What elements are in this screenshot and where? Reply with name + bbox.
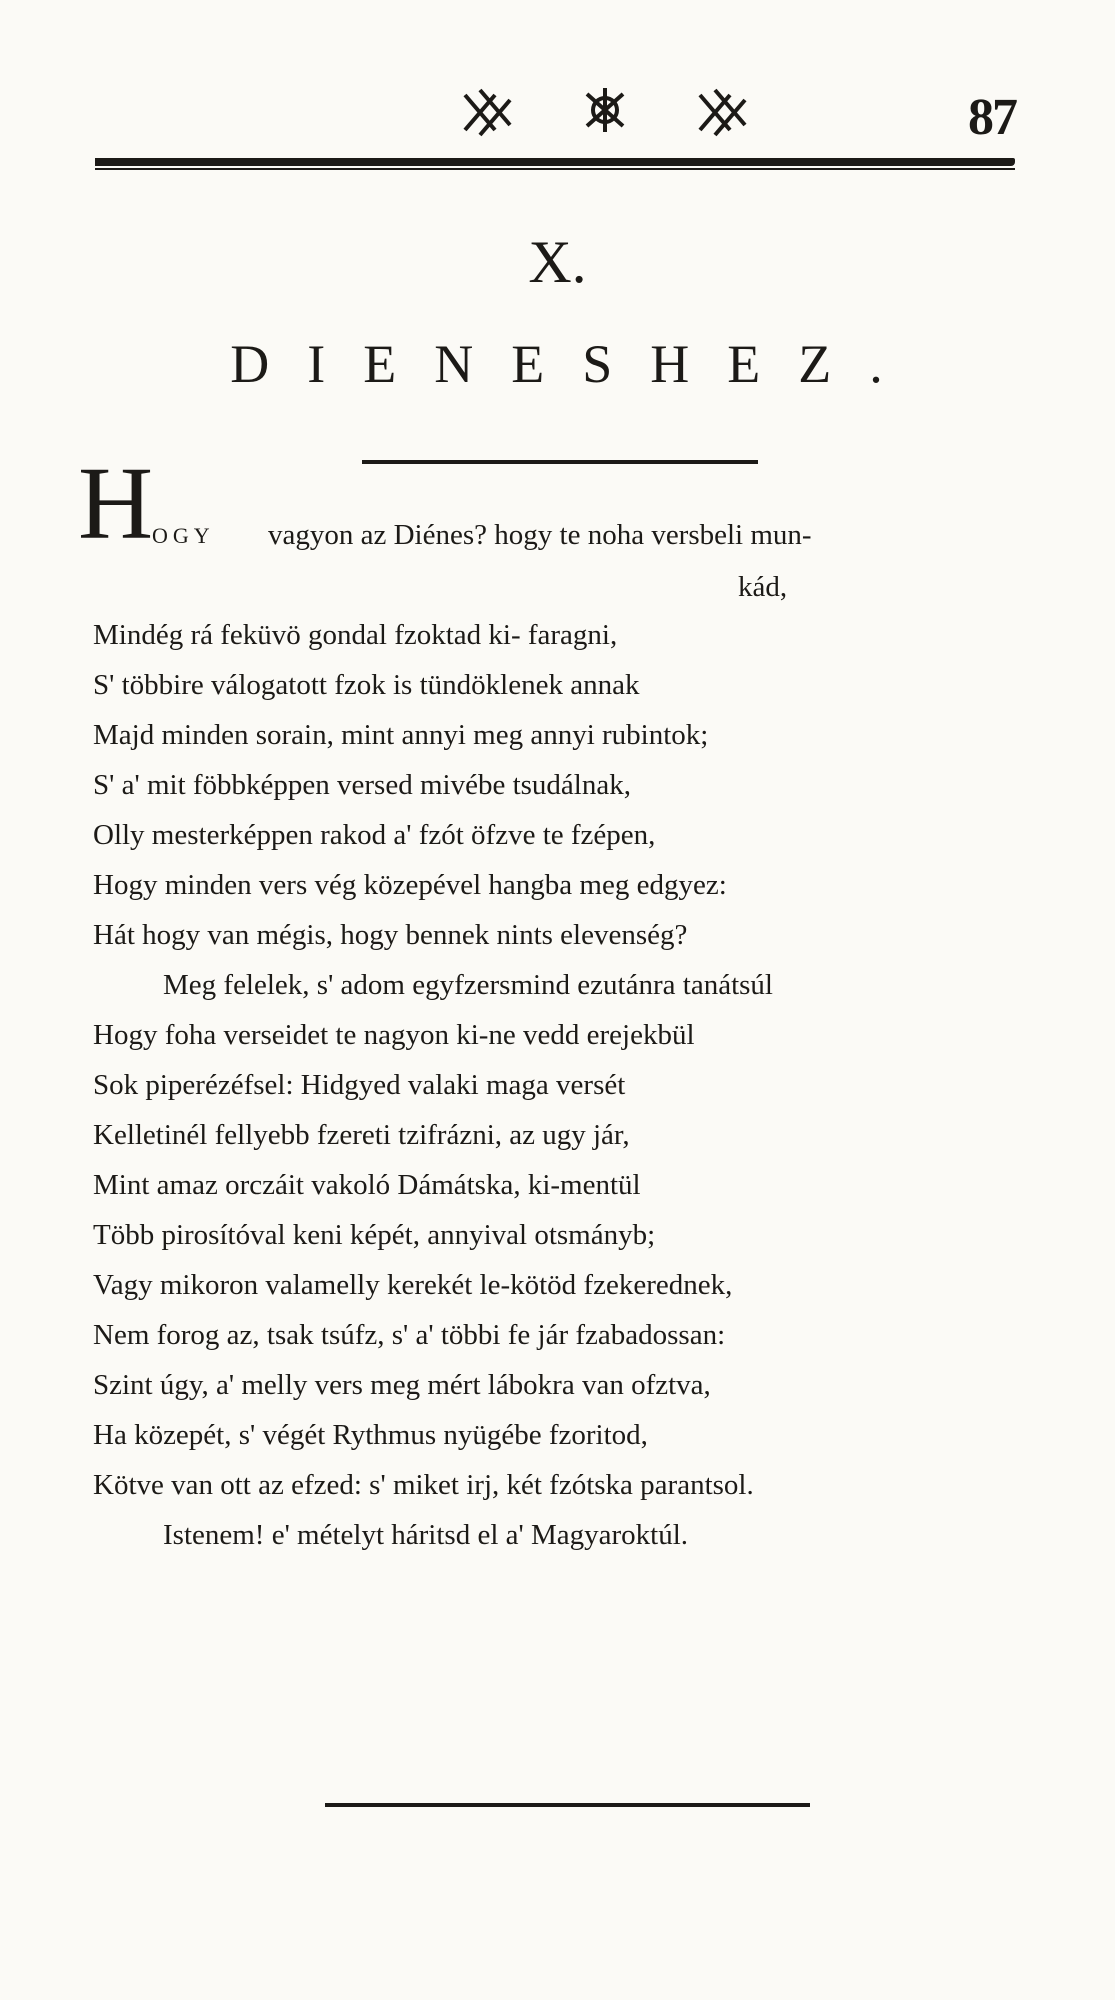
poem-line-first-continuation: kád, bbox=[738, 571, 788, 603]
poem-line: Több pirosítóval keni képét, annyival otsmányb; bbox=[93, 1219, 656, 1251]
poem-line: Kelletinél fellyebb fzereti tzifrázni, az ugy jár, bbox=[93, 1119, 630, 1151]
poem-line: Kötve van ott az efzed: s' miket irj, két fzótska parantsol. bbox=[93, 1469, 754, 1501]
poem-line: Ha közepét, s' végét Rythmus nyügébe fzoritod, bbox=[93, 1419, 648, 1451]
bottom-rule bbox=[325, 1803, 810, 1807]
poem-line: Olly mesterképpen rakod a' fzót öfzve te fzépen, bbox=[93, 819, 656, 851]
header-ornament bbox=[455, 80, 755, 140]
poem-line: S' többire válogatott fzok is tündöklenek annak bbox=[93, 669, 640, 701]
poem-line: Majd minden sorain, mint annyi meg annyi rubintok; bbox=[93, 719, 709, 751]
poem-line: Hogy minden vers vég közepével hangba meg edgyez: bbox=[93, 869, 727, 901]
title-rule bbox=[362, 460, 758, 464]
poem-line: Meg felelek, s' adom egyfzersmind ezutánra tanátsúl bbox=[163, 969, 773, 1001]
poem-line: Mint amaz orczáit vakoló Dámátska, ki-mentül bbox=[93, 1169, 641, 1201]
poem-line-first: vagyon az Diénes? hogy te noha versbeli mun- bbox=[268, 519, 812, 551]
poem-line: Hogy foha verseidet te nagyon ki-ne vedd erejekbül bbox=[93, 1019, 695, 1051]
first-word-smallcaps: OGY bbox=[152, 523, 215, 548]
poem-line: Hát hogy van mégis, hogy bennek nints elevenség? bbox=[93, 919, 688, 951]
poem-line: Mindég rá feküvö gondal fzoktad ki- faragni, bbox=[93, 619, 618, 651]
page-number: 87 bbox=[968, 89, 1016, 146]
poem-line: Istenem! e' mételyt háritsd el a' Magyaroktúl. bbox=[163, 1519, 689, 1551]
header-rule-thin bbox=[95, 168, 1015, 170]
header-rule-thick bbox=[95, 158, 1015, 166]
header-rule bbox=[95, 158, 1015, 172]
poem-line: S' a' mit föbbképpen versed mivébe tsudálnak, bbox=[93, 769, 631, 801]
poem-line: Szint úgy, a' melly vers meg mért lábokra van ofztva, bbox=[93, 1369, 711, 1401]
poem-line: Nem forog az, tsak tsúfz, s' a' többi fe jár fzabadossan: bbox=[93, 1319, 726, 1351]
section-numeral: X. bbox=[528, 229, 587, 295]
poem-line: Vagy mikoron valamelly kerekét le-kötöd fzekerednek, bbox=[93, 1269, 733, 1301]
drop-cap: H bbox=[78, 446, 154, 561]
poem-title: DIENESHEZ. bbox=[230, 334, 921, 394]
poem-line: Sok piperézéfsel: Hidgyed valaki maga versét bbox=[93, 1069, 626, 1101]
